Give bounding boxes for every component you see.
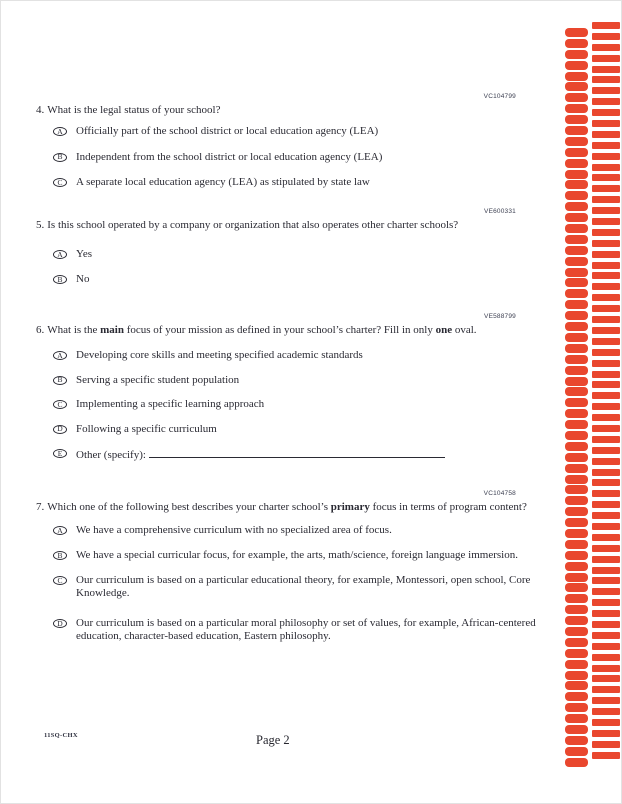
timing-mark-pill [565,529,588,538]
timing-mark-bar [592,360,620,367]
timing-mark-pill [565,562,588,571]
timing-mark-pill [565,180,588,189]
timing-mark-bar [592,697,620,704]
answer-oval[interactable] [53,619,67,628]
timing-mark-pill [565,246,588,255]
question-label: Is this school operated by a company or organization that also operates other charter schools? [47,219,459,231]
timing-mark-pill [565,671,588,680]
question-number: 7. [36,501,45,513]
timing-mark-bar [592,414,620,421]
timing-mark-pill [565,213,588,222]
question-4 [36,93,516,189]
timing-mark-pill [565,725,588,734]
oval-letter: C [57,399,63,409]
timing-mark-pill [565,377,588,386]
timing-mark-pill [565,322,588,331]
timing-mark-bar [592,403,620,410]
timing-mark-bar [592,588,620,595]
timing-mark-pill [565,344,588,353]
timing-mark-bar [592,567,620,574]
timing-mark-pill [565,355,588,364]
oval-letter: E [57,448,63,458]
question-text [36,104,516,117]
timing-mark-pill [565,627,588,636]
oval-letter: C [57,575,63,585]
answer-option [36,423,517,436]
timing-mark-pill [565,660,588,669]
timing-mark-pill [565,137,588,146]
timing-mark-pill [565,289,588,298]
timing-mark-pill [565,126,588,135]
timing-mark-bar [592,76,620,83]
timing-mark-bar [592,305,620,312]
form-code: VE588799 [484,313,516,320]
timing-mark-pill [565,300,588,309]
timing-mark-pill [565,649,588,658]
answer-oval[interactable] [53,351,67,360]
timing-mark-bar [592,131,620,138]
timing-mark-pill [565,333,588,342]
timing-mark-bar [592,44,620,51]
timing-mark-bar [592,643,620,650]
answer-option [36,374,517,387]
timing-mark-bar [592,675,620,682]
timing-mark-pill [565,431,588,440]
timing-mark-pill [565,148,588,157]
timing-mark-pill [565,257,588,266]
oval-letter: A [57,249,63,259]
timing-mark-bar [592,153,620,160]
timing-mark-bar [592,283,620,290]
question-label: What is the legal status of your school? [47,104,221,116]
answer-option [36,273,542,286]
question-label: Which one of the following best describes your charter school’s primary focus in terms of program content? [47,501,527,513]
answer-oval[interactable] [53,449,67,458]
oval-letter: A [57,126,63,136]
answer-oval[interactable] [53,526,67,535]
timing-mark-bar [592,196,620,203]
timing-mark-bar [592,556,620,563]
answer-option-label: We have a special curricular focus, for example, the arts, math/science, foreign language immersion. [76,549,518,561]
timing-mark-pill [565,475,588,484]
timing-mark-pill [565,224,588,233]
timing-mark-bar [592,469,620,476]
timing-mark-bar [592,436,620,443]
timing-mark-pill [565,464,588,473]
timing-mark-pill [565,605,588,614]
answer-oval[interactable] [53,376,67,385]
timing-mark-pill [565,758,588,767]
timing-mark-pill [565,366,588,375]
timing-mark-bar [592,741,620,748]
answer-oval[interactable] [53,250,67,259]
timing-mark-bar [592,218,620,225]
answer-oval[interactable] [53,551,67,560]
timing-mark-pill [565,311,588,320]
answer-option-label: Independent from the school district or local education agency (LEA) [76,150,383,163]
answer-option-label: Other (specify): [76,449,146,461]
timing-mark-bar [592,371,620,378]
timing-mark-pill [565,61,588,70]
timing-mark-pill [565,72,588,81]
question-text [36,219,542,232]
timing-mark-pill [565,551,588,560]
oval-letter: B [57,152,63,162]
oval-letter: B [57,550,63,560]
timing-mark-bar [592,577,620,584]
timing-mark-pill [565,616,588,625]
timing-mark-pill [565,703,588,712]
timing-mark-pill [565,583,588,592]
timing-mark-pill [565,82,588,91]
timing-mark-bar [592,501,620,508]
timing-mark-pill [565,747,588,756]
question-number: 4. [36,104,45,116]
answer-option [36,574,558,600]
answer-option-label: A separate local education agency (LEA) as stipulated by state law [76,176,370,188]
timing-mark-bar [592,207,620,214]
timing-mark-bar [592,534,620,541]
form-code: VC104799 [483,93,516,100]
timing-mark-pill [565,115,588,124]
timing-mark-bar [592,458,620,465]
timing-mark-bar [592,251,620,258]
timing-mark-bar [592,327,620,334]
answer-option [36,176,516,189]
timing-mark-bar [592,719,620,726]
oval-letter: B [57,375,63,385]
timing-mark-bar [592,229,620,236]
answer-option-label: Serving a specific student population [76,373,240,386]
question-number: 5. [36,219,45,231]
answer-option-label: Following a specific curriculum [76,422,217,435]
answer-option-label: Officially part of the school district or local education agency (LEA) [76,125,379,137]
timing-mark-bar [592,87,620,94]
answer-oval[interactable] [53,425,67,434]
question-6 [36,313,517,462]
timing-mark-pill [565,442,588,451]
answer-oval[interactable] [53,275,67,284]
timing-mark-bar [592,109,620,116]
timing-mark-bar [592,599,620,606]
answer-option [36,524,558,537]
answer-option-label: Developing core skills and meeting specified academic standards [76,349,363,361]
timing-mark-bar [592,479,620,486]
timing-mark-bar [592,142,620,149]
timing-mark-bar [592,33,620,40]
page-number: Page 2 [256,733,290,747]
answer-option-label: Yes [76,248,93,260]
timing-mark-pill [565,540,588,549]
timing-mark-pill [565,681,588,690]
timing-mark-bar [592,490,620,497]
answer-oval[interactable] [53,576,67,585]
question-text [36,501,544,514]
timing-mark-pill-column [565,28,588,767]
timing-mark-bar [592,523,620,530]
answer-option [36,248,542,261]
timing-mark-bar [592,392,620,399]
answer-option-label: Our curriculum is based on a particular moral philosophy or set of values, for example, African-centered education, character-based education, Eastern philosophy. [76,617,536,642]
timing-mark-bar [592,665,620,672]
timing-mark-pill [565,235,588,244]
question-7 [36,490,544,643]
timing-mark-pill [565,39,588,48]
timing-mark-pill [565,507,588,516]
answer-option [36,549,558,562]
timing-mark-pill [565,594,588,603]
form-id-footer: 11SQ-CHX [44,732,78,739]
answer-option [36,125,516,138]
answer-oval[interactable] [53,153,67,162]
oval-letter: A [57,525,63,535]
timing-mark-bar [592,752,620,759]
answer-option-label: No [76,273,90,285]
timing-mark-pill [565,453,588,462]
timing-mark-bar [592,120,620,127]
timing-mark-pill [565,278,588,287]
timing-mark-pill [565,420,588,429]
oval-letter: B [57,274,63,284]
timing-mark-bar [592,294,620,301]
oval-letter: C [57,177,63,187]
timing-mark-bar [592,22,620,29]
timing-mark-bar [592,98,620,105]
timing-mark-pill [565,159,588,168]
answer-option-label: Implementing a specific learning approach [76,398,265,410]
timing-mark-bar [592,545,620,552]
timing-mark-bar [592,349,620,356]
timing-mark-bar [592,66,620,73]
timing-mark-pill [565,638,588,647]
answer-oval[interactable] [53,178,67,187]
timing-mark-bar [592,621,620,628]
answer-option [36,349,517,362]
timing-mark-bar [592,262,620,269]
timing-mark-pill [565,202,588,211]
oval-letter: D [57,424,63,434]
timing-mark-bar-column [592,22,620,759]
timing-mark-pill [565,191,588,200]
form-code: VE600331 [484,208,516,215]
timing-mark-pill [565,692,588,701]
timing-mark-pill [565,50,588,59]
timing-mark-bar [592,632,620,639]
timing-mark-bar [592,610,620,617]
question-label: What is the main focus of your mission as defined in your school’s charter? Fill in only one oval. [47,324,477,336]
answer-option [36,151,516,164]
timing-mark-bar [592,730,620,737]
timing-mark-bar [592,185,620,192]
timing-mark-bar [592,55,620,62]
timing-mark-bar [592,240,620,247]
timing-mark-bar [592,512,620,519]
timing-mark-bar [592,654,620,661]
answer-option [36,617,558,643]
timing-mark-pill [565,736,588,745]
timing-mark-bar [592,425,620,432]
oval-letter: D [57,618,63,628]
timing-mark-pill [565,398,588,407]
timing-mark-bar [592,447,620,454]
oval-letter: A [57,350,63,360]
answer-oval[interactable] [53,127,67,136]
answer-option [36,398,517,411]
timing-mark-pill [565,387,588,396]
timing-mark-bar [592,174,620,181]
timing-mark-bar [592,708,620,715]
timing-mark-pill [565,573,588,582]
timing-mark-pill [565,28,588,37]
timing-mark-pill [565,104,588,113]
answer-option-label: Our curriculum is based on a particular educational theory, for example, Montessori, open school, Core Knowledge. [76,574,531,599]
timing-mark-pill [565,93,588,102]
form-code: VC104758 [483,490,516,497]
question-text [36,324,517,337]
answer-option-label: We have a comprehensive curriculum with no specialized area of focus. [76,524,392,536]
answer-option [36,447,517,462]
write-in-line[interactable] [149,447,445,458]
timing-mark-pill [565,518,588,527]
timing-mark-bar [592,272,620,279]
timing-mark-pill [565,268,588,277]
timing-mark-pill [565,714,588,723]
timing-mark-bar [592,316,620,323]
timing-mark-pill [565,170,588,179]
timing-mark-pill [565,409,588,418]
timing-mark-bar [592,686,620,693]
question-5 [36,208,542,286]
timing-mark-bar [592,164,620,171]
timing-mark-bar [592,381,620,388]
question-number: 6. [36,324,45,336]
timing-mark-pill [565,485,588,494]
timing-mark-pill [565,496,588,505]
answer-oval[interactable] [53,400,67,409]
timing-mark-bar [592,338,620,345]
